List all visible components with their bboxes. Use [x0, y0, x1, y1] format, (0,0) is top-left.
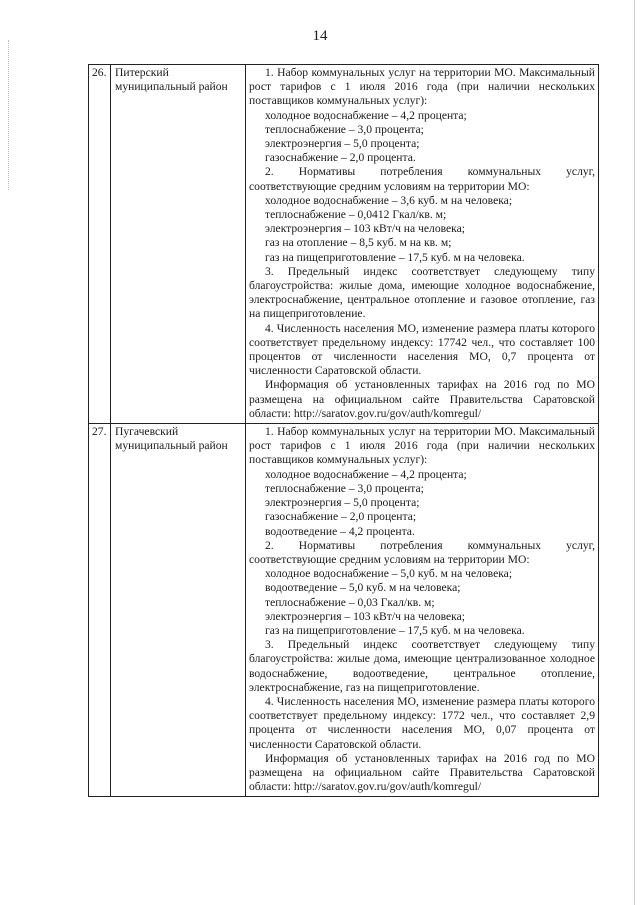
item2-line: электроэнергия – 103 кВт/ч на человека;: [265, 222, 465, 236]
item1-header: 1. Набор коммунальных услуг на территории МО. Максимальный рост тарифов с 1 июля 2016 года (при наличии нескольких поставщиков коммунальных услуг):: [249, 425, 595, 467]
tariff-details: [246, 65, 599, 424]
item1-line: теплоснабжение – 3,0 процента;: [265, 122, 424, 136]
item3-paragraph: 3. Предельный индекс соответствует следующему типу благоустройства: жилые дома, имеющие холодное водоснабжение, электроснабжение, центральное отопление и газовое отопление, газ на пищеприготовление.: [249, 264, 595, 321]
tariff-table: [88, 64, 599, 797]
item2-header: 2. Нормативы потребления коммунальных услуг, соответствующие средним условиям на территории МО:: [249, 165, 595, 193]
item2-line: газ на отопление – 8,5 куб. м на кв. м;: [265, 236, 452, 250]
info-paragraph: Информация об установленных тарифах на 2016 год по МО размещена на официальном сайте Правительства Саратовской области: http://saratov.gov.ru/gov/auth/komregul/: [249, 751, 595, 794]
item1-line: теплоснабжение – 3,0 процента;: [265, 481, 424, 495]
item2-header: 2. Нормативы потребления коммунальных услуг, соответствующие средним условиям на территории МО:: [249, 538, 595, 566]
item1-line: водоотведение – 4,2 процента.: [265, 524, 415, 538]
district-name: Питерский муниципальный район: [111, 65, 246, 424]
item1-line: холодное водоснабжение – 4,2 процента;: [265, 467, 467, 481]
table-row: [89, 424, 599, 797]
row-number: 27.: [89, 424, 111, 797]
item1-line: электроэнергия – 5,0 процента;: [265, 496, 420, 510]
item4-paragraph: 4. Численность населения МО, изменение размера платы которого соответствует предельному индексу: 17742 чел., что составляет 100 процентов от численности населения МО, 0,7 процента от численности Саратовской области.: [249, 321, 595, 378]
item2-line: водоотведение – 5,0 куб. м на человека;: [265, 581, 461, 595]
item1-line: электроэнергия – 5,0 процента;: [265, 137, 420, 151]
item4-paragraph: 4. Численность населения МО, изменение размера платы которого соответствует предельному индексу: 1772 чел., что составляет 2,9 процента от численности населения МО, 0,07 процента от численности Саратовской области.: [249, 694, 595, 751]
item2-line: теплоснабжение – 0,03 Гкал/кв. м;: [265, 595, 435, 609]
item2-line: электроэнергия – 103 кВт/ч на человека;: [265, 609, 465, 623]
district-name: Пугачевский муниципальный район: [111, 424, 246, 797]
item2-line: газ на пищеприготовление – 17,5 куб. м на человека.: [265, 623, 525, 637]
item1-header: 1. Набор коммунальных услуг на территории МО. Максимальный рост тарифов с 1 июля 2016 года (при наличии нескольких поставщиков коммунальных услуг):: [249, 66, 595, 108]
item3-paragraph: 3. Предельный индекс соответствует следующему типу благоустройства: жилые дома, имеющие централизованное холодное водоснабжение, водоотведение, центральное отопление, электроснабжение, газ на пищеприготовление.: [249, 638, 595, 694]
scan-margin-mark: [8, 40, 10, 190]
item1-line: газоснабжение – 2,0 процента.: [265, 151, 416, 165]
item2-line: теплоснабжение – 0,0412 Гкал/кв. м;: [265, 208, 447, 222]
info-paragraph: Информация об установленных тарифах на 2016 год по МО размещена на официальном сайте Правительства Саратовской области: http://saratov.gov.ru/gov/auth/komregul/: [249, 378, 595, 420]
item2-line: холодное водоснабжение – 3,6 куб. м на человека;: [265, 193, 513, 207]
item2-line: газ на пищеприготовление – 17,5 куб. м на человека.: [265, 250, 525, 264]
scan-edge-line: [634, 0, 635, 905]
table-row: [89, 65, 599, 424]
item1-line: холодное водоснабжение – 4,2 процента;: [265, 108, 467, 122]
row-number: 26.: [89, 65, 111, 424]
page-number: 14: [312, 28, 328, 44]
item2-line: холодное водоснабжение – 5,0 куб. м на человека;: [265, 567, 513, 581]
tariff-details: [246, 424, 599, 797]
item1-line: газоснабжение – 2,0 процента;: [265, 510, 417, 524]
